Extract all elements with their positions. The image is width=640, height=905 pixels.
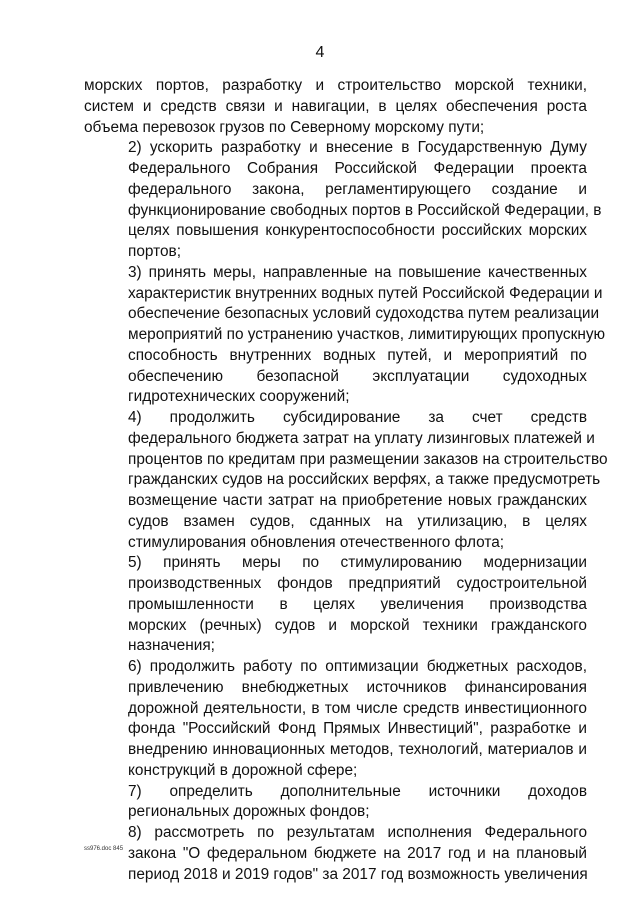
text-line: характеристик внутренних водных путей Российской Федерации и: [128, 284, 603, 302]
text-line: 7) определить дополнительные источники доходов: [128, 782, 587, 800]
footer-file-reference: ss976.doc 845: [84, 846, 124, 852]
text-line: стимулирования обновления отечественного флота;: [128, 533, 505, 551]
text-line: возмещение части затрат на приобретение новых гражданских: [128, 492, 587, 509]
text-line: процентов по кредитам при размещении заказов на строительство: [128, 450, 608, 468]
text-line: 5) принять меры по стимулированию модернизации: [128, 554, 587, 572]
text-line: функционирование свободных портов в Российской Федерации, в: [128, 201, 602, 219]
paragraph: [84, 263, 606, 408]
paragraph: [84, 782, 587, 824]
text-line: целях повышения конкурентоспособности российских морских: [128, 222, 587, 240]
text-line: привлечению внебюджетных источников финансирования: [128, 678, 587, 696]
paragraph: [84, 76, 587, 138]
text-line: внедрению инновационных методов, технологий, материалов и: [128, 741, 587, 758]
text-line: 3) принять меры, направленные на повышение качественных: [128, 263, 587, 281]
text-line: федерального закона, регламентирующего создание и: [128, 180, 587, 198]
text-line: федерального бюджета затрат на уплату лизинговых платежей и: [128, 429, 595, 447]
text-line: 2) ускорить разработку и внесение в Государственную Думу: [128, 139, 587, 157]
paragraph: [84, 657, 587, 782]
text-line: мероприятий по устранению участков, лимитирующих пропускную: [128, 326, 606, 343]
text-line: назначения;: [128, 637, 215, 655]
text-line: судов взамен судов, сданных на утилизацию, в целях: [128, 512, 587, 530]
text-line: морских (речных) судов и морской техники гражданского: [128, 616, 587, 634]
text-line: гидротехнических сооружений;: [128, 388, 350, 406]
text-line: морских портов, разработку и строительство морской техники,: [84, 77, 587, 94]
text-line: систем и средств связи и навигации, в целях обеспечения роста: [84, 97, 587, 115]
text-line: обеспечению безопасной эксплуатации судоходных: [128, 367, 587, 385]
text-line: дорожной деятельности, в том числе средств инвестиционного: [128, 699, 587, 717]
text-line: Федерального Собрания Российской Федерации проекта: [128, 160, 587, 177]
text-line: промышленности в целях увеличения производства: [128, 595, 587, 613]
text-line: обеспечение безопасных условий судоходства путем реализации: [128, 305, 600, 323]
text-line: период 2018 и 2019 годов" за 2017 год возможность увеличения: [128, 865, 588, 883]
paragraph: [84, 408, 608, 553]
paragraph: [84, 823, 587, 885]
paragraph: [84, 553, 587, 657]
text-line: конструкций в дорожной сфере;: [128, 761, 358, 779]
text-line: 4) продолжить субсидирование за счет средств: [128, 409, 587, 426]
text-line: фонда "Российский Фонд Прямых Инвестиций", разработке и: [128, 720, 587, 738]
text-line: региональных дорожных фондов;: [128, 803, 370, 821]
text-line: объема перевозок грузов по Северному морскому пути;: [84, 118, 485, 136]
paragraph: [84, 138, 602, 263]
text-line: гражданских судов на российских верфях, а также предусмотреть: [128, 471, 601, 489]
text-line: 6) продолжить работу по оптимизации бюджетных расходов,: [128, 658, 587, 675]
text-line: производственных фондов предприятий судостроительной: [128, 575, 587, 592]
text-line: закона "О федеральном бюджете на 2017 год и на плановый: [128, 844, 587, 862]
text-line: способность внутренних водных путей, и мероприятий по: [128, 346, 587, 364]
document-body: [84, 76, 608, 885]
page-number: 4: [315, 44, 325, 61]
text-line: 8) рассмотреть по результатам исполнения Федерального: [128, 824, 587, 841]
text-line: портов;: [128, 243, 182, 260]
